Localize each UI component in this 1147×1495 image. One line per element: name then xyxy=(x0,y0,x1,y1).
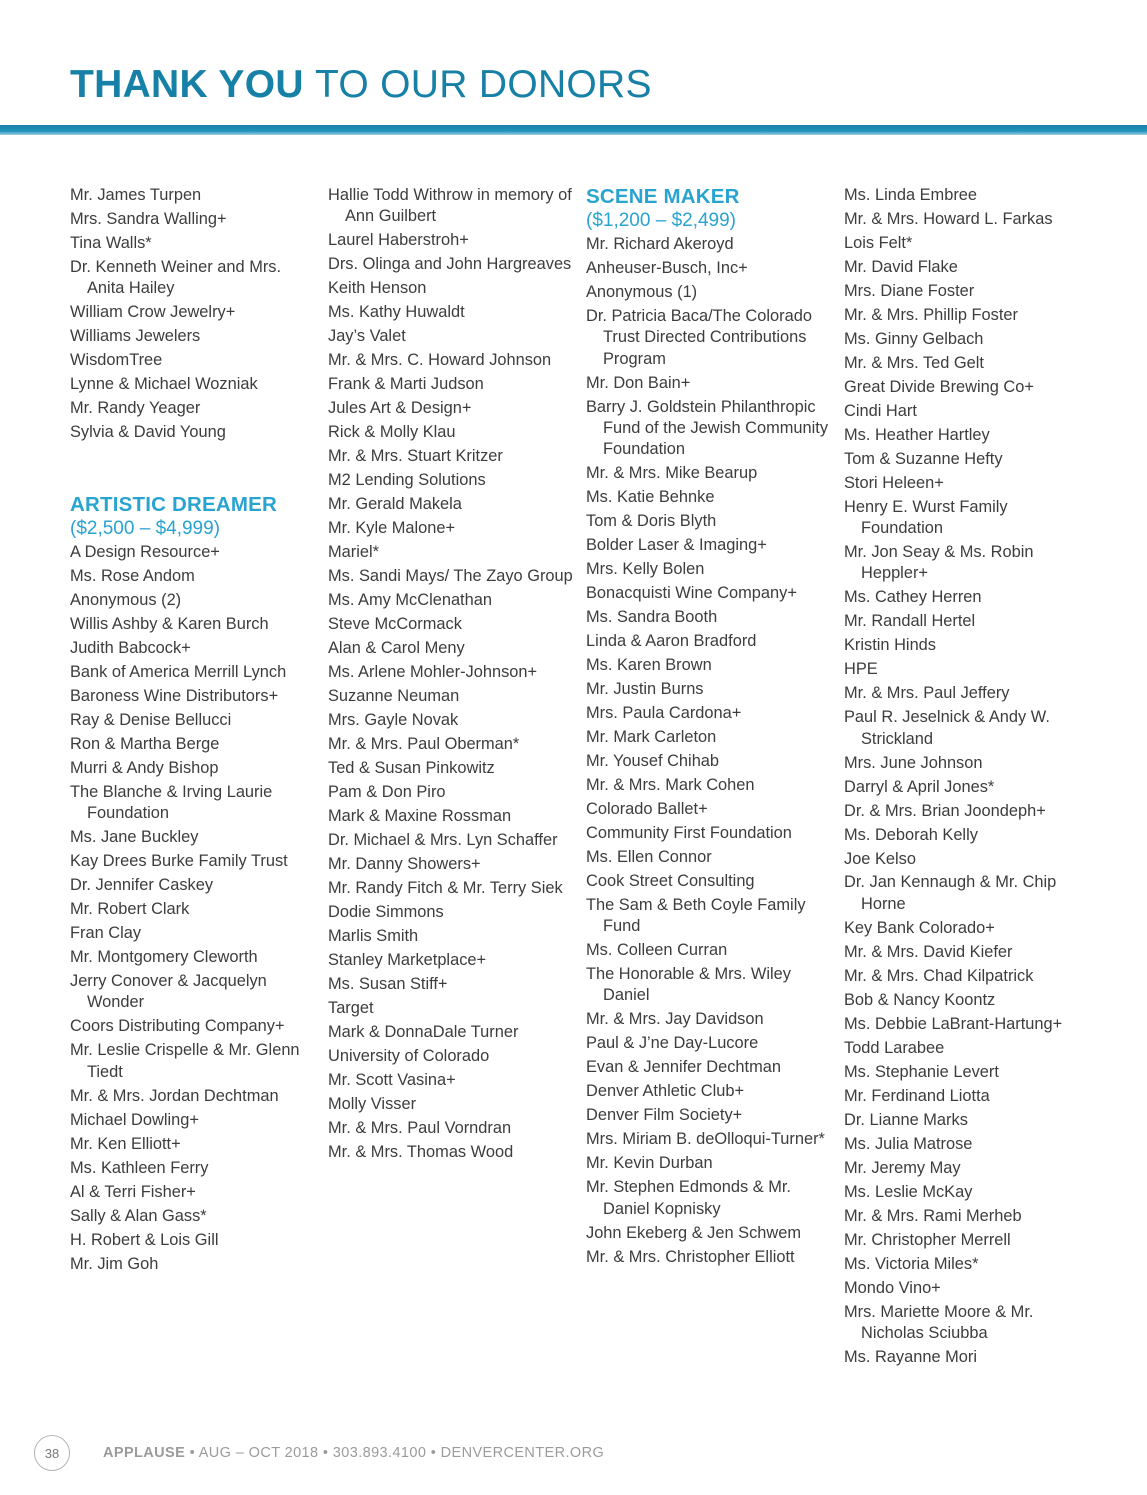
donor-name: Cindi Hart xyxy=(844,401,917,420)
donor-name: Ms. Sandi Mays/ The Zayo Group xyxy=(328,567,573,586)
donor-name: Jerry Conover & Jacquelyn Wonder xyxy=(70,972,267,1012)
donor-name: Mr. Yousef Chihab xyxy=(586,751,720,770)
donor-name: Dr. Jan Kennaugh & Mr. Chip Horne xyxy=(844,873,1057,913)
section-spacer xyxy=(70,446,315,493)
page-number: 38 xyxy=(34,1435,70,1471)
donor-name: Mr. Mark Carleton xyxy=(586,727,717,746)
donor-name: Mr. Randy Yeager xyxy=(70,399,201,418)
donor-name: Mr. & Mrs. Paul Jeffery xyxy=(844,684,1010,703)
donor-name: Mr. & Mrs. Mike Bearup xyxy=(586,464,758,483)
donor-name: Coors Distributing Company+ xyxy=(70,1017,285,1036)
donor-name: Mrs. June Johnson xyxy=(844,753,983,772)
donor-name: Ms. Karen Brown xyxy=(586,655,712,674)
donor-name: Molly Visser xyxy=(328,1094,417,1113)
donor-name: Mr. Justin Burns xyxy=(586,679,704,698)
donor-column-2 xyxy=(328,185,573,1166)
donor-name: Great Divide Brewing Co+ xyxy=(844,377,1034,396)
donor-list xyxy=(844,185,1094,1368)
donor-name: Mr. James Turpen xyxy=(70,186,202,204)
donor-name: Drs. Olinga and John Hargreaves xyxy=(328,255,572,274)
donor-name: Mr. & Mrs. David Kiefer xyxy=(844,942,1013,961)
donor-name: Mr. & Mrs. C. Howard Johnson xyxy=(328,351,552,370)
donor-name: Tina Walls* xyxy=(70,233,152,252)
donor-name: Paul & J’ne Day-Lucore xyxy=(586,1034,759,1053)
donor-name: Mr. Ken Elliott+ xyxy=(70,1134,181,1153)
donor-name: Anheuser-Busch, Inc+ xyxy=(586,258,748,277)
donor-name: Mr. & Mrs. Mark Cohen xyxy=(586,775,755,794)
donor-name: Ms. Deborah Kelly xyxy=(844,825,978,844)
section-range: ($1,200 – $2,499) xyxy=(586,210,737,231)
donor-name: Mrs. Mariette Moore & Mr. Nicholas Sciubba xyxy=(844,1302,1034,1342)
donor-name: Barry J. Goldstein Philanthropic Fund of the Jewish Community Foundation xyxy=(586,397,829,459)
donor-name: Jules Art & Design+ xyxy=(328,399,472,418)
donor-name: Mr. & Mrs. Chad Kilpatrick xyxy=(844,966,1034,985)
donor-name: M2 Lending Solutions xyxy=(328,471,486,490)
donor-name: Ms. Ginny Gelbach xyxy=(844,329,984,348)
donor-name: Denver Athletic Club+ xyxy=(586,1082,745,1101)
header-rule xyxy=(0,125,1147,135)
donor-name: Mr. Don Bain+ xyxy=(586,373,691,392)
donor-name: Mr. Danny Showers+ xyxy=(328,854,481,873)
donor-name: Cook Street Consulting xyxy=(586,871,755,890)
donor-name: Ms. Katie Behnke xyxy=(586,488,715,507)
donor-name: Mr. Scott Vasina+ xyxy=(328,1070,456,1089)
donor-name: Joe Kelso xyxy=(844,849,916,868)
donor-name: Mr. & Mrs. Thomas Wood xyxy=(328,1142,514,1161)
donor-column-3 xyxy=(586,185,831,1271)
donor-name: Anonymous (1) xyxy=(586,282,698,301)
donor-name: Bank of America Merrill Lynch xyxy=(70,663,287,682)
donor-name: Stanley Marketplace+ xyxy=(328,950,487,969)
page-title xyxy=(70,62,652,108)
donor-name: Mrs. Miriam B. deOlloqui-Turner* xyxy=(586,1130,825,1149)
donor-name: Mr. & Mrs. Stuart Kritzer xyxy=(328,447,503,466)
section-heading: ARTISTIC DREAMER xyxy=(70,493,278,517)
donor-name: Willis Ashby & Karen Burch xyxy=(70,615,269,634)
donor-name: Mr. Kevin Durban xyxy=(586,1154,713,1173)
donor-name: Paul R. Jeselnick & Andy W. Strickland xyxy=(844,708,1050,748)
donor-name: Laurel Haberstroh+ xyxy=(328,231,469,250)
donor-column-1 xyxy=(70,185,315,1278)
donor-name: Ms. Debbie LaBrant-Hartung+ xyxy=(844,1014,1063,1033)
donor-name: Keith Henson xyxy=(328,279,427,298)
donor-name: The Sam & Beth Coyle Family Fund xyxy=(586,895,806,936)
donor-name: Williams Jewelers xyxy=(70,327,201,346)
donor-name: Todd Larabee xyxy=(844,1038,945,1057)
donor-name: Mondo Vino+ xyxy=(844,1278,941,1297)
donor-name: Mr. David Flake xyxy=(844,257,958,276)
donor-name: Stori Heleen+ xyxy=(844,473,944,492)
donor-name: Ted & Susan Pinkowitz xyxy=(328,758,495,777)
donor-name: Mr. Randy Fitch & Mr. Terry Siek xyxy=(328,878,563,897)
donor-name: Mariel* xyxy=(328,543,380,562)
donor-name: Mr. Leslie Crispelle & Mr. Glenn Tiedt xyxy=(70,1041,300,1081)
donor-name: Dr. Jennifer Caskey xyxy=(70,876,214,895)
donor-name: Mr. Ferdinand Liotta xyxy=(844,1086,990,1105)
donor-name: Henry E. Wurst Family Foundation xyxy=(844,497,1008,538)
donor-name: Judith Babcock+ xyxy=(70,639,191,658)
donor-name: Mr. & Mrs. Christopher Elliott xyxy=(586,1247,795,1266)
donor-name: Ms. Amy McClenathan xyxy=(328,591,492,610)
donor-name: A Design Resource+ xyxy=(70,543,220,562)
donor-name: Bob & Nancy Koontz xyxy=(844,990,996,1009)
donor-name: Mr. & Mrs. Paul Vorndran xyxy=(328,1118,512,1137)
page-footer xyxy=(34,1432,604,1474)
donor-name: William Crow Jewelry+ xyxy=(70,303,236,322)
donor-name: WisdomTree xyxy=(70,351,163,370)
donor-name: Dr. Patricia Baca/The Colorado Trust Directed Contributions Program xyxy=(586,306,812,368)
donor-name: Ms. Rayanne Mori xyxy=(844,1347,977,1366)
donor-name: H. Robert & Lois Gill xyxy=(70,1230,219,1249)
donor-name: Mrs. Diane Foster xyxy=(844,281,975,300)
donor-name: Lois Felt* xyxy=(844,233,913,252)
donor-name: Ms. Susan Stiff+ xyxy=(328,974,448,993)
donor-name: Mark & Maxine Rossman xyxy=(328,806,512,825)
footer-text xyxy=(103,1445,604,1461)
donor-name: Tom & Suzanne Hefty xyxy=(844,449,1003,468)
donor-name: Mr. Christopher Merrell xyxy=(844,1230,1011,1249)
donor-name: Mr. Kyle Malone+ xyxy=(328,519,456,538)
donor-name: Mr. & Mrs. Jay Davidson xyxy=(586,1010,764,1029)
donor-name: Michael Dowling+ xyxy=(70,1110,199,1129)
donor-name: Ms. Jane Buckley xyxy=(70,828,199,847)
page-title-rest: TO OUR DONORS xyxy=(314,63,652,106)
donor-name: Tom & Doris Blyth xyxy=(586,512,717,531)
donor-list xyxy=(328,185,573,1163)
donor-name: Darryl & April Jones* xyxy=(844,777,995,796)
donor-name: Mr. Jim Goh xyxy=(70,1254,159,1273)
donor-name: Linda & Aaron Bradford xyxy=(586,631,757,650)
donor-name: Dr. Michael & Mrs. Lyn Schaffer xyxy=(328,830,558,849)
donor-name: HPE xyxy=(844,660,878,679)
donor-name: Mr. Jon Seay & Ms. Robin Heppler+ xyxy=(844,543,1034,583)
donor-name: Ms. Colleen Curran xyxy=(586,941,728,960)
donor-column-4 xyxy=(844,185,1094,1371)
donor-name: Dr. & Mrs. Brian Joondeph+ xyxy=(844,801,1046,820)
donor-name: Dr. Kenneth Weiner and Mrs. Anita Hailey xyxy=(70,257,282,298)
donor-name: Mark & DonnaDale Turner xyxy=(328,1022,519,1041)
donor-name: Sylvia & David Young xyxy=(70,423,226,442)
donor-name: Denver Film Society+ xyxy=(586,1106,743,1125)
donor-name: Ms. Kathy Huwaldt xyxy=(328,303,465,322)
donor-name: Ms. Stephanie Levert xyxy=(844,1062,999,1081)
donor-name: Dodie Simmons xyxy=(328,902,444,921)
donor-name: Bolder Laser & Imaging+ xyxy=(586,536,767,555)
footer-details: • AUG – OCT 2018 • 303.893.4100 • DENVERCENTER.ORG xyxy=(185,1445,605,1461)
donor-name: Mr. Gerald Makela xyxy=(328,495,462,514)
donor-name: Mr. Richard Akeroyd xyxy=(586,235,734,253)
donor-list xyxy=(70,185,315,443)
donor-name: Ms. Cathey Herren xyxy=(844,588,982,607)
donor-name: Target xyxy=(328,998,374,1017)
donor-name: Sally & Alan Gass* xyxy=(70,1206,207,1225)
donor-name: Ms. Leslie McKay xyxy=(844,1182,973,1201)
donor-name: Marlis Smith xyxy=(328,926,419,945)
donor-name: Alan & Carol Meny xyxy=(328,639,465,658)
donor-name: Ms. Heather Hartley xyxy=(844,425,990,444)
donor-name: Mr. & Mrs. Howard L. Farkas xyxy=(844,209,1053,228)
donor-list xyxy=(586,234,831,1268)
donor-name: Al & Terri Fisher+ xyxy=(70,1182,196,1201)
donor-name: Rick & Molly Klau xyxy=(328,423,456,442)
donor-name: Suzanne Neuman xyxy=(328,686,460,705)
donor-name: Ms. Julia Matrose xyxy=(844,1134,973,1153)
donor-name: Ms. Linda Embree xyxy=(844,186,978,204)
donor-list xyxy=(70,542,315,1275)
donor-name: Ray & Denise Bellucci xyxy=(70,711,232,730)
donor-name: The Blanche & Irving Laurie Foundation xyxy=(70,782,273,823)
donor-name: Steve McCormack xyxy=(328,615,462,634)
donor-name: Colorado Ballet+ xyxy=(586,799,708,818)
donor-name: Ms. Arlene Mohler-Johnson+ xyxy=(328,663,538,681)
donor-name: Anonymous (2) xyxy=(70,591,182,610)
donor-name: Mr. Robert Clark xyxy=(70,900,190,919)
donor-name: The Honorable & Mrs. Wiley Daniel xyxy=(586,965,791,1005)
donor-name: Mr. Randall Hertel xyxy=(844,612,976,631)
donor-name: Lynne & Michael Wozniak xyxy=(70,375,258,394)
section-range: ($2,500 – $4,999) xyxy=(70,518,221,540)
donor-name: Mr. & Mrs. Phillip Foster xyxy=(844,305,1018,324)
donor-name: Ms. Ellen Connor xyxy=(586,847,712,866)
section-heading: SCENE MAKER xyxy=(586,185,740,208)
donor-name: Jay’s Valet xyxy=(328,327,406,346)
donor-name: John Ekeberg & Jen Schwem xyxy=(586,1223,802,1242)
donor-name: Pam & Don Piro xyxy=(328,782,446,801)
donor-name: Ms. Victoria Miles* xyxy=(844,1254,979,1273)
donor-name: Evan & Jennifer Dechtman xyxy=(586,1058,781,1077)
donor-name: Ms. Rose Andom xyxy=(70,567,195,586)
donor-name: Key Bank Colorado+ xyxy=(844,918,995,937)
donor-name: Ms. Kathleen Ferry xyxy=(70,1158,209,1177)
donor-name: Ms. Sandra Booth xyxy=(586,608,718,626)
donor-name: Mrs. Gayle Novak xyxy=(328,710,459,729)
donor-name: Baroness Wine Distributors+ xyxy=(70,687,279,706)
donor-name: Mrs. Kelly Bolen xyxy=(586,560,705,579)
donor-name: Mrs. Paula Cardona+ xyxy=(586,703,742,722)
donor-name: Frank & Marti Judson xyxy=(328,375,484,394)
donor-name: Hallie Todd Withrow in memory of Ann Guilbert xyxy=(328,186,572,226)
donor-name: Mr. & Mrs. Jordan Dechtman xyxy=(70,1086,279,1105)
page-title-bold: THANK YOU xyxy=(70,63,304,106)
donor-name: Mr. & Mrs. Paul Oberman* xyxy=(328,734,520,753)
donor-name: Mr. Stephen Edmonds & Mr. Daniel Kopnisky xyxy=(586,1178,791,1218)
donor-name: Fran Clay xyxy=(70,924,142,943)
donor-name: Mr. & Mrs. Rami Merheb xyxy=(844,1206,1022,1225)
donor-name: Mr. Montgomery Cleworth xyxy=(70,948,258,967)
donor-name: Murri & Andy Bishop xyxy=(70,759,219,777)
donor-name: University of Colorado xyxy=(328,1046,490,1065)
donor-name: Dr. Lianne Marks xyxy=(844,1110,968,1129)
donor-name: Mrs. Sandra Walling+ xyxy=(70,209,227,228)
donor-name: Ron & Martha Berge xyxy=(70,735,220,754)
footer-brand: APPLAUSE xyxy=(103,1445,186,1461)
donor-name: Kay Drees Burke Family Trust xyxy=(70,852,288,871)
donor-name: Bonacquisti Wine Company+ xyxy=(586,584,797,603)
donor-name: Community First Foundation xyxy=(586,823,792,842)
donor-name: Mr. & Mrs. Ted Gelt xyxy=(844,353,984,372)
donor-name: Mr. Jeremy May xyxy=(844,1158,961,1177)
donor-name: Kristin Hinds xyxy=(844,636,936,655)
